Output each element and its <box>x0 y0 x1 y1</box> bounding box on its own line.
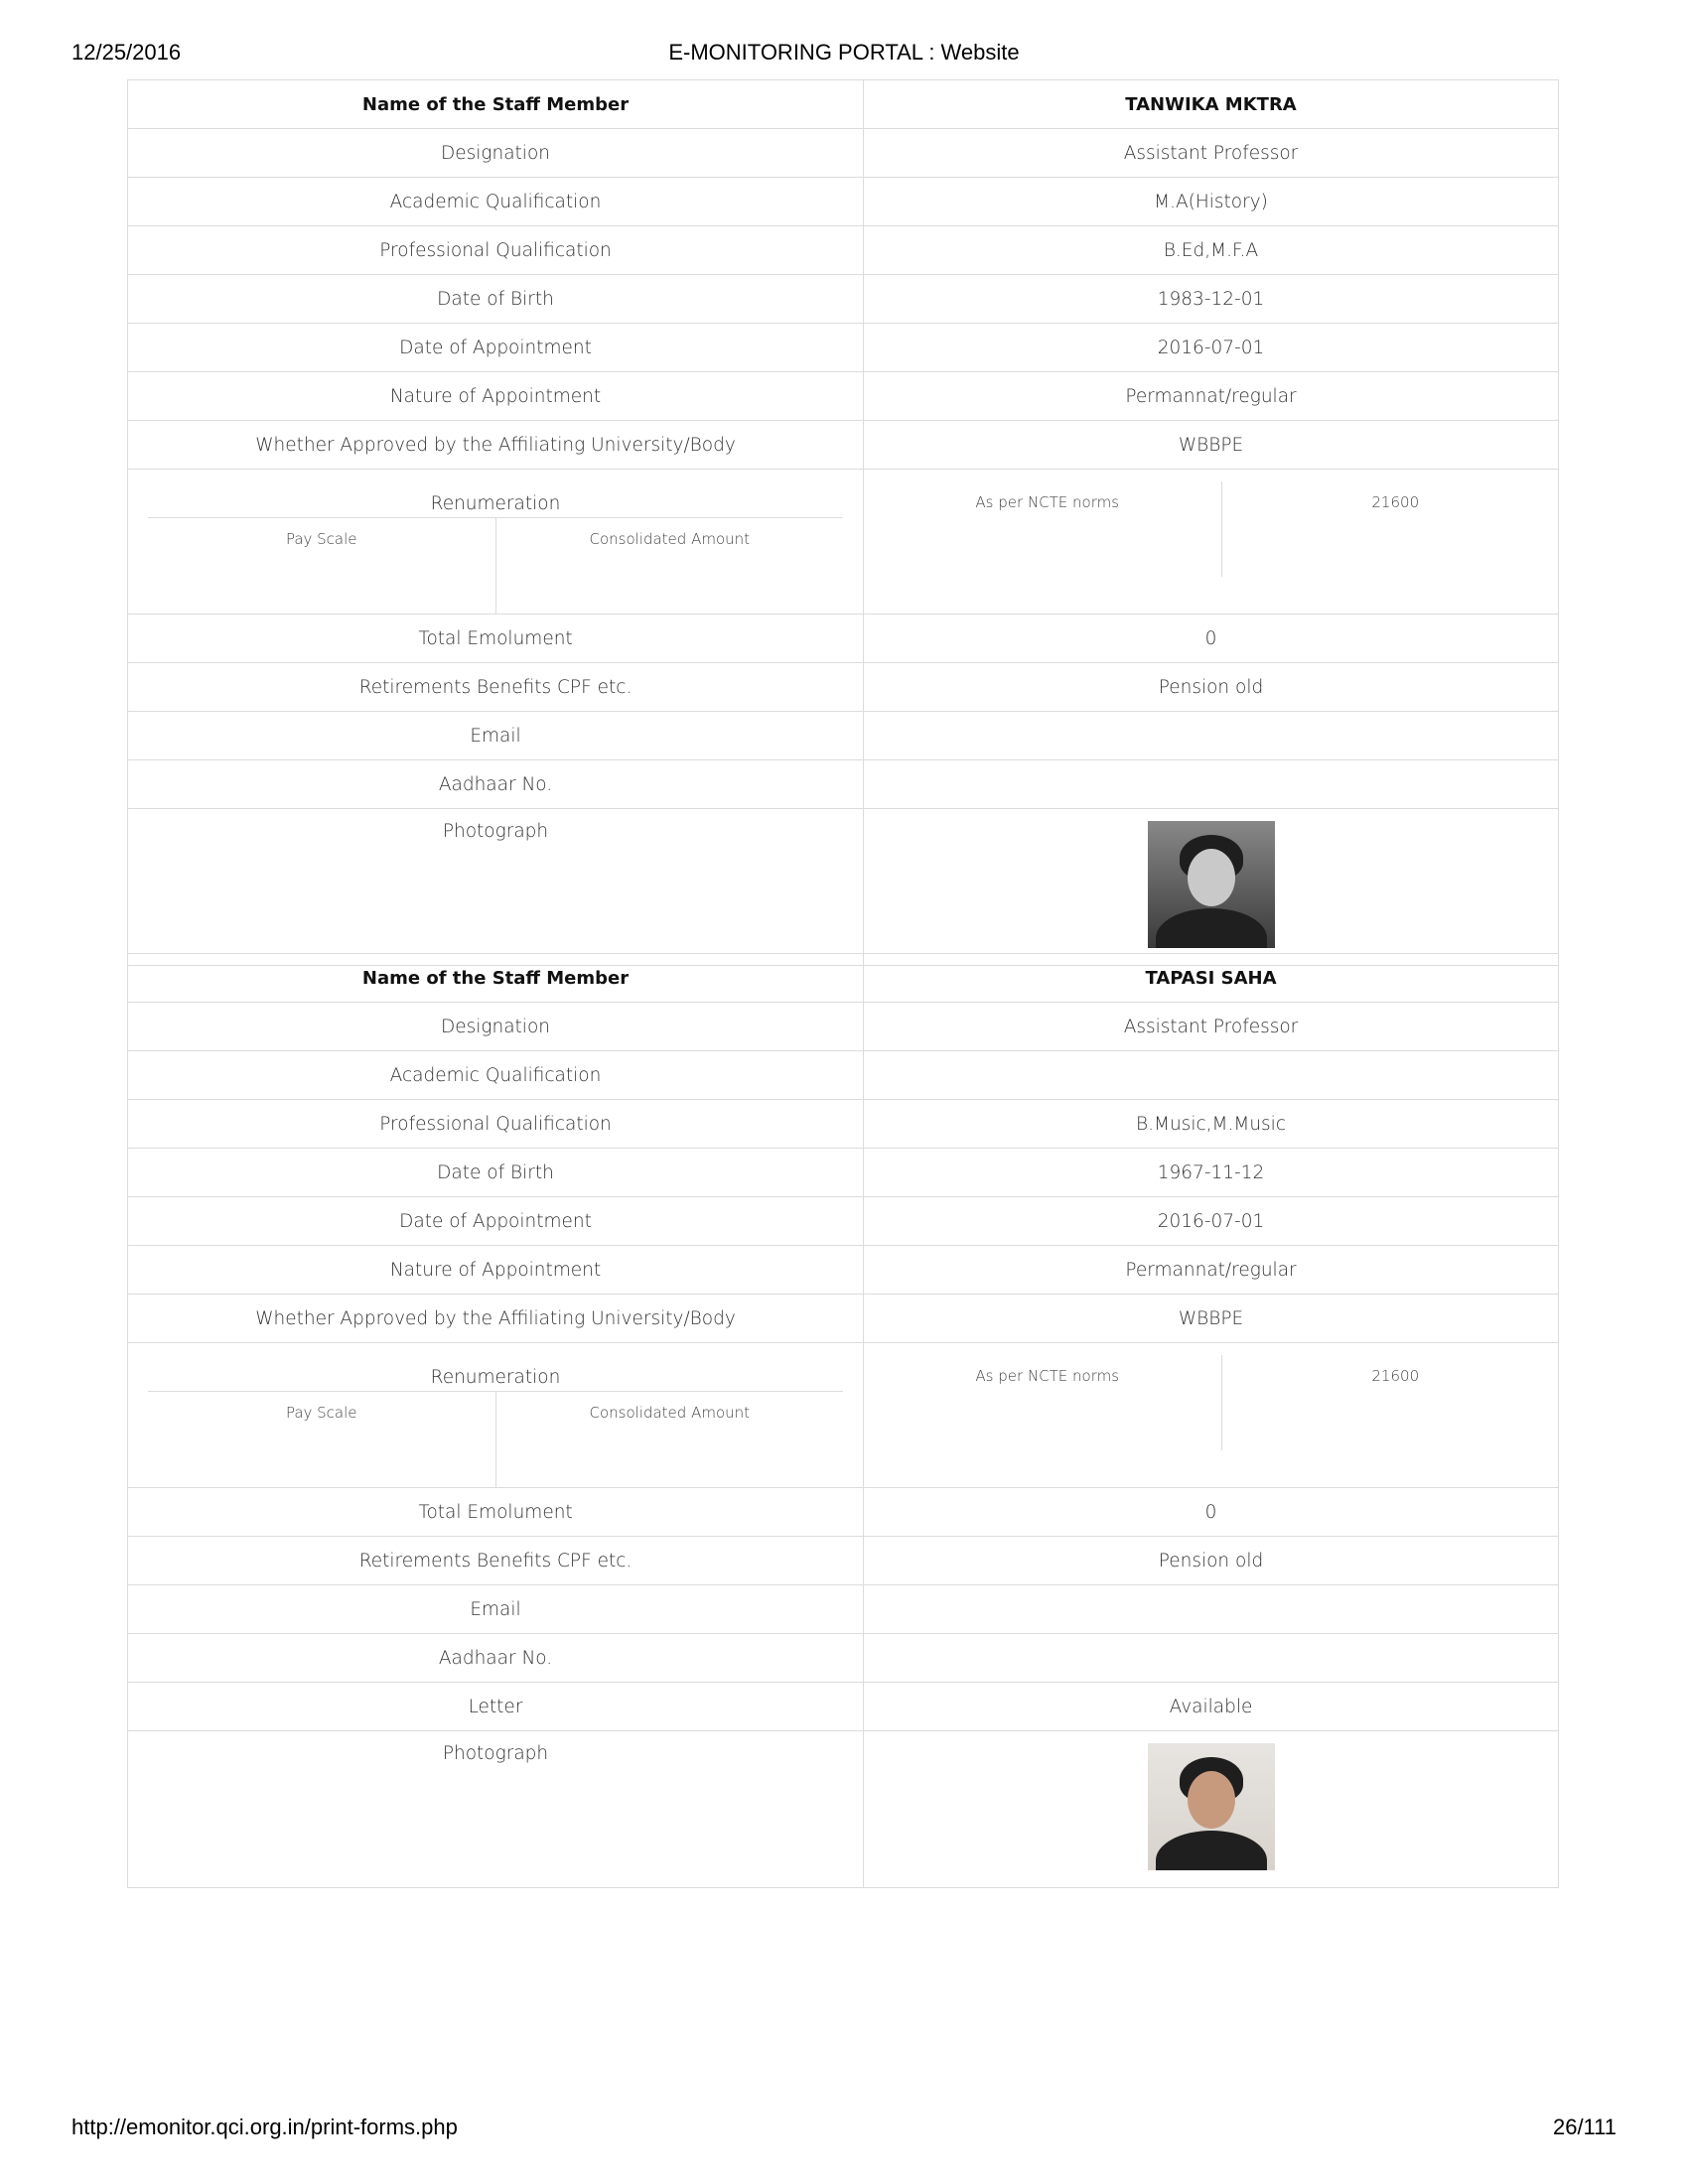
consolidated-value: 21600 <box>1371 493 1420 511</box>
total-value: 0 <box>864 1488 1559 1537</box>
designation-value: Assistant Professor <box>864 1003 1559 1051</box>
academic-value <box>864 1051 1559 1100</box>
renumeration-label: Renumeration <box>148 481 843 518</box>
page-number: 26/111 <box>1552 2115 1617 2139</box>
table-row <box>128 324 1559 372</box>
table-row <box>128 275 1559 324</box>
staff-photo <box>1148 1743 1275 1870</box>
email-value <box>864 1585 1559 1634</box>
table-row <box>128 129 1559 178</box>
table-row <box>128 614 1559 663</box>
academic-label: Academic Qualification <box>128 1051 864 1100</box>
dob-label: Date of Birth <box>128 1149 864 1197</box>
designation-label: Designation <box>128 1003 864 1051</box>
consolidated-label: Consolidated Amount <box>589 1404 751 1422</box>
table-row <box>128 663 1559 712</box>
total-value: 0 <box>864 614 1559 663</box>
consolidated-value: 21600 <box>1371 1367 1420 1385</box>
doa-value: 2016-07-01 <box>864 1197 1559 1246</box>
table-row <box>128 760 1559 809</box>
dob-value: 1967-11-12 <box>864 1149 1559 1197</box>
renumeration-subtable <box>148 1355 843 1487</box>
doa-value: 2016-07-01 <box>864 324 1559 372</box>
professional-label: Professional Qualification <box>128 226 864 275</box>
pay-scale-value: As per NCTE norms <box>874 1355 1221 1450</box>
retirement-label: Retirements Benefits CPF etc. <box>128 1537 864 1585</box>
nature-label: Nature of Appointment <box>128 1246 864 1295</box>
renumeration-values <box>864 470 1559 614</box>
approved-value: WBBPE <box>864 1295 1559 1343</box>
staff-table-2 <box>127 953 1559 1888</box>
email-value <box>864 712 1559 760</box>
aadhaar-value <box>864 1634 1559 1683</box>
table-row <box>128 1246 1559 1295</box>
table-row <box>128 80 1559 129</box>
table-row <box>128 1197 1559 1246</box>
aadhaar-label: Aadhaar No. <box>128 760 864 809</box>
doa-label: Date of Appointment <box>128 324 864 372</box>
name-label: Name of the Staff Member <box>128 80 864 129</box>
table-row <box>128 1295 1559 1343</box>
academic-value: M.A(History) <box>864 178 1559 226</box>
nature-value: Permannat/regular <box>864 372 1559 421</box>
table-row <box>128 954 1559 1003</box>
professional-value: B.Music,M.Music <box>864 1100 1559 1149</box>
table-row <box>128 1003 1559 1051</box>
staff-photo <box>1148 821 1275 948</box>
table-row <box>128 712 1559 760</box>
table-row <box>128 1585 1559 1634</box>
table-row <box>128 226 1559 275</box>
table-row <box>128 1343 1559 1488</box>
table-row <box>128 1488 1559 1537</box>
table-row <box>128 1051 1559 1100</box>
photograph-label: Photograph <box>128 1731 864 1888</box>
approved-label: Whether Approved by the Affiliating University/Body <box>128 421 864 470</box>
renumeration-value-subtable <box>874 1355 1569 1450</box>
pay-scale-value: As per NCTE norms <box>874 481 1221 577</box>
photograph-cell <box>864 809 1559 966</box>
table-row <box>128 470 1559 614</box>
renumeration-value-subtable <box>874 481 1569 577</box>
letter-label: Letter <box>128 1683 864 1731</box>
staff-name: TAPASI SAHA <box>864 954 1559 1003</box>
email-label: Email <box>128 712 864 760</box>
table-row <box>128 372 1559 421</box>
retirement-label: Retirements Benefits CPF etc. <box>128 663 864 712</box>
footer-url: http://emonitor.qci.org.in/print-forms.php <box>71 2115 458 2139</box>
email-label: Email <box>128 1585 864 1634</box>
doa-label: Date of Appointment <box>128 1197 864 1246</box>
nature-label: Nature of Appointment <box>128 372 864 421</box>
academic-label: Academic Qualification <box>128 178 864 226</box>
total-label: Total Emolument <box>128 1488 864 1537</box>
professional-value: B.Ed,M.F.A <box>864 226 1559 275</box>
table-row <box>128 1100 1559 1149</box>
nature-value: Permannat/regular <box>864 1246 1559 1295</box>
print-date: 12/25/2016 <box>71 40 182 65</box>
photograph-label: Photograph <box>128 809 864 966</box>
retirement-value: Pension old <box>864 663 1559 712</box>
renumeration-cell <box>128 470 864 614</box>
pay-scale-label: Pay Scale <box>148 518 495 614</box>
designation-label: Designation <box>128 129 864 178</box>
approved-value: WBBPE <box>864 421 1559 470</box>
page-title: E-MONITORING PORTAL : Website <box>668 40 1020 65</box>
dob-label: Date of Birth <box>128 275 864 324</box>
dob-value: 1983-12-01 <box>864 275 1559 324</box>
table-row <box>128 421 1559 470</box>
retirement-value: Pension old <box>864 1537 1559 1585</box>
letter-value: Available <box>864 1683 1559 1731</box>
table-row <box>128 1149 1559 1197</box>
table-row <box>128 1634 1559 1683</box>
table-row <box>128 1683 1559 1731</box>
staff-table-1 <box>127 79 1559 966</box>
professional-label: Professional Qualification <box>128 1100 864 1149</box>
aadhaar-label: Aadhaar No. <box>128 1634 864 1683</box>
approved-label: Whether Approved by the Affiliating University/Body <box>128 1295 864 1343</box>
renumeration-label: Renumeration <box>148 1355 843 1392</box>
table-row <box>128 1731 1559 1888</box>
table-row <box>128 1537 1559 1585</box>
table-row <box>128 178 1559 226</box>
consolidated-label: Consolidated Amount <box>589 530 751 548</box>
renumeration-cell <box>128 1343 864 1488</box>
name-label: Name of the Staff Member <box>128 954 864 1003</box>
renumeration-values <box>864 1343 1559 1488</box>
table-row <box>128 809 1559 966</box>
aadhaar-value <box>864 760 1559 809</box>
pay-scale-label: Pay Scale <box>148 1392 495 1488</box>
renumeration-subtable <box>148 481 843 614</box>
staff-name: TANWIKA MKTRA <box>864 80 1559 129</box>
photograph-cell <box>864 1731 1559 1888</box>
designation-value: Assistant Professor <box>864 129 1559 178</box>
total-label: Total Emolument <box>128 614 864 663</box>
